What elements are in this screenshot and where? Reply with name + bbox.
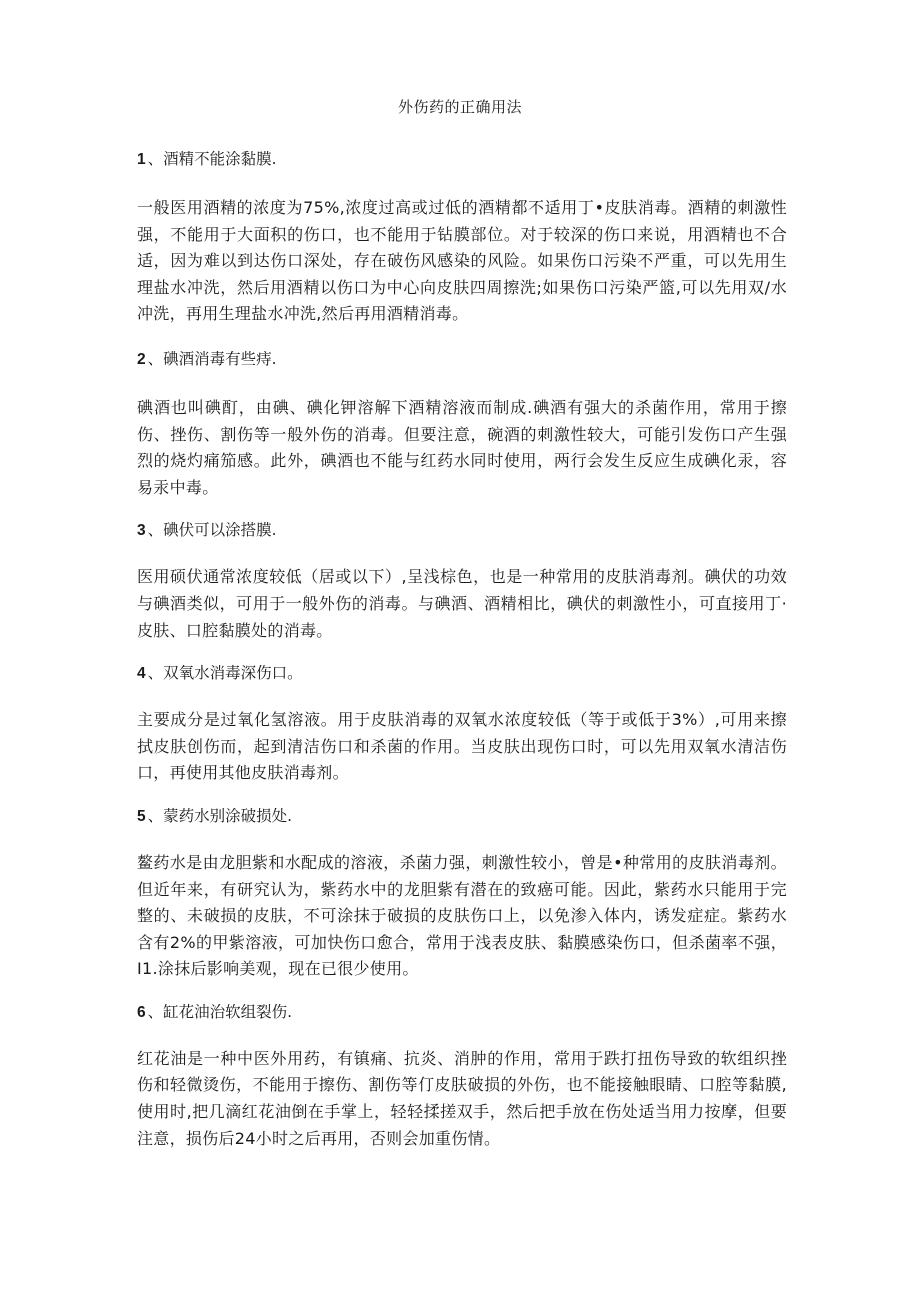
section-paragraph-4: 主要成分是过氧化氢溶液。用于皮肤消毒的双氧水浓度较低（等于或低于3%）,可用来擦拭皮肤创伤而，起到清洁伤口和杀菌的作用。当皮肤出现伤口时，可以先用双氧水清洁伤口，再使用其他皮肤消毒剂。: [137, 710, 787, 783]
section-heading-text: 、双氧水消毒深伤口。: [147, 664, 303, 683]
section-heading-6: [137, 999, 787, 1026]
section-heading-text: 、碘伏可以涂搭膜.: [147, 521, 277, 540]
section-number: 3: [137, 522, 146, 540]
section-paragraph-5: 鳌药水是由龙胆紫和水配成的溶液，杀菌力强，刺激性较小，曾是•种常用的皮肤消毒剂。但近年来，有研究认为，紫药水中的龙胆紫有潜在的致癌可能。因此，紫药水只能用于完整的、未破损的皮肤，不可涂抹于破损的皮肤伤口上，以免渗入体内，诱发症症。紫药水含有2%的甲紫溶液，可加快伤口愈合，常用于浅表皮肤、黏膜感染伤口，但杀菌率不强，I1.涂抹后影响美观，现在已很少使用。: [137, 852, 787, 979]
document-title: 外伤药的正确用法: [397, 98, 522, 116]
section-heading-3: [137, 517, 787, 544]
document-body: [137, 146, 787, 1152]
section-number: 5: [137, 807, 146, 825]
section-paragraph-6: 红花油是一种中医外用药，有镇痛、抗炎、消肿的作用，常用于跌打扭伤导致的软组织挫伤和轻微烫伤，不能用于擦伤、割伤等仃皮肤破损的外伤，也不能接触眼睛、口腔等黏膜,使用时,把几滴红花油倒在手掌上，轻轻揉搓双手，然后把手放在伤处适当用力按摩，但要注意，损伤后24小时之后再用，否则会加重伤情。: [137, 1048, 787, 1148]
section-paragraph-1: 一般医用酒精的浓度为75%,浓度过高或过低的酒精都不适用丁•皮肤消毒。酒精的刺激性强，不能用于大面积的伤口，也不能用于钻膜部位。对于较深的伤口来说，用酒精也不合适，因为难以到达伤口深处，存在破伤风感染的风险。如果伤口污染不严重，可以先用生理盐水冲洗，然后用酒精以伤口为中心向皮肤四周擦洗;如果伤口污染严篮,可以先用双/水冲洗，再用生理盐水冲洗,然后再用酒精消毒。: [137, 198, 787, 324]
section-paragraph-3: 医用硕伏通常浓度较低（居或以下）,呈浅棕色，也是一种常用的皮肤消毒剂。碘伏的功效与碘酒类似，可用于一般外伤的消毒。与碘酒、酒精相比，碘伏的刺激性小，可直接用丁·皮肤、口腔黏膜处的消毒。: [137, 567, 787, 640]
section-number: 1: [137, 151, 146, 168]
section-heading-1: [137, 146, 787, 173]
section-heading-text: 、缸花油治软组裂伤.: [147, 1002, 293, 1021]
section-number: 4: [137, 665, 146, 683]
section-heading-text: 、酒精不能涂黏膜.: [147, 150, 277, 168]
section-heading-5: [137, 803, 787, 830]
section-number: 2: [137, 350, 146, 368]
section-number: 6: [137, 1003, 146, 1021]
section-heading-4: [137, 660, 787, 687]
section-heading-text: 、碘酒消毒有些痔.: [147, 349, 277, 368]
section-heading-2: [137, 346, 787, 373]
section-heading-text: 、蒙药水别涂破损处.: [147, 806, 293, 825]
section-paragraph-2: 碘酒也叫碘酊，由碘、碘化钾溶解下酒精溶液而制成.碘酒有强大的杀菌作用，常用于擦伤、挫伤、割伤等一般外伤的消毒。但要注意，碗酒的刺激性较大，可能引发伤口产生强烈的烧灼痛笳感。此外，碘酒也不能与红药水同时使用，两行会发生反应生成碘化汞，容易汞中毒。: [137, 397, 787, 497]
